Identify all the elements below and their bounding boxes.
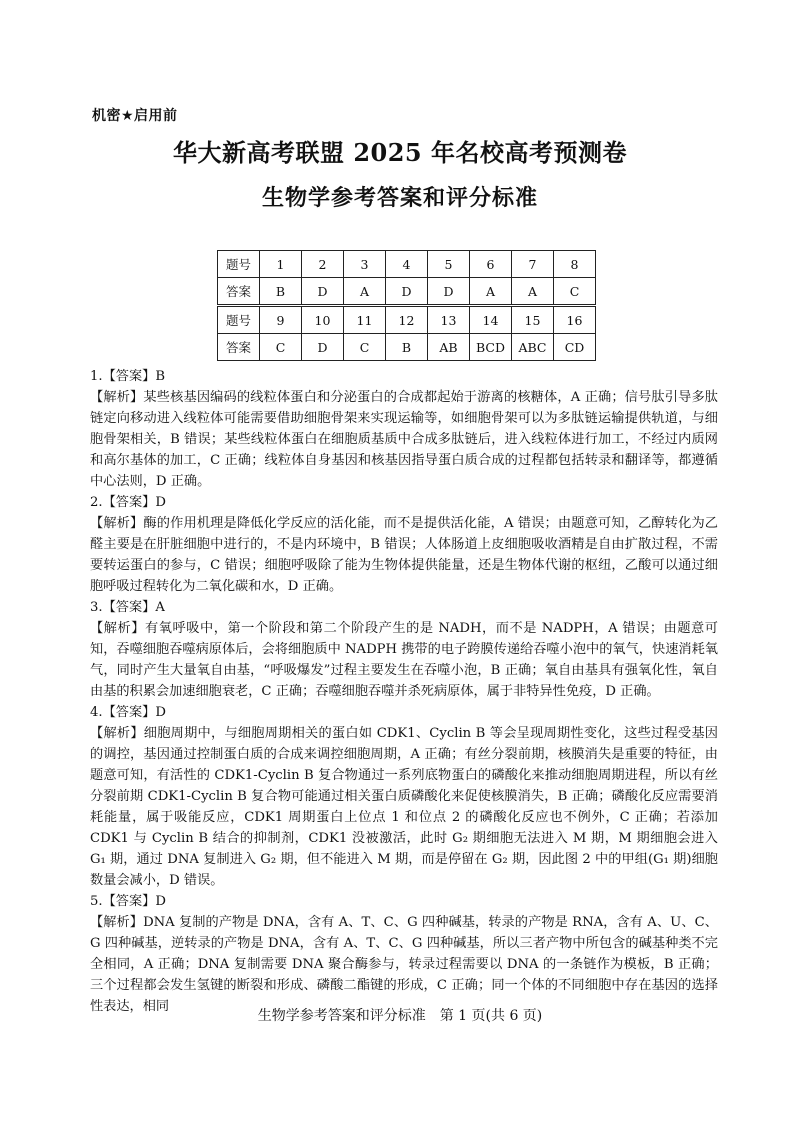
page-subtitle: 生物学参考答案和评分标准 (261, 186, 538, 211)
page-title: 华大新高考联盟 2025 年名校高考预测卷 (172, 138, 627, 167)
table-cell: 12 (386, 306, 428, 334)
table-cell: 答案 (218, 278, 260, 306)
table-cell: 答案 (218, 334, 260, 361)
table-cell: 11 (344, 306, 386, 334)
table-cell: D (386, 278, 428, 306)
table-cell: D (428, 278, 470, 306)
table-cell: CD (554, 334, 596, 361)
page-footer: 生物学参考答案和评分标准 第 1 页(共 6 页) (257, 1008, 543, 1024)
table-cell: 7 (512, 251, 554, 278)
table-cell: 9 (260, 306, 302, 334)
table-cell: AB (428, 334, 470, 361)
table-cell: ABC (512, 334, 554, 361)
table-cell: 题号 (218, 306, 260, 334)
table-cell: A (512, 278, 554, 306)
table-cell: B (386, 334, 428, 361)
table-cell: D (302, 334, 344, 361)
table-cell: A (344, 278, 386, 306)
answer-explanations (90, 366, 718, 1017)
table-cell: 2 (302, 251, 344, 278)
table-cell: 15 (512, 306, 554, 334)
answer-line: 5.【答案】D (90, 894, 166, 909)
confidential-label: 机密★启用前 (92, 108, 178, 124)
table-cell: 16 (554, 306, 596, 334)
answer-line: 1.【答案】B (90, 369, 166, 384)
answer-line: 3.【答案】A (90, 600, 165, 615)
answer-table-row (218, 278, 596, 306)
explanation-paragraph: 【解析】有氧呼吸中，第一个阶段和第二个阶段产生的是 NADH，而不是 NADPH，A 错误；由题意可知，吞噬细胞吞噬病原体后，会将细胞质中 NADPH 携带的电子跨膜传递给吞噬小泡中的氧气，快速消耗氧气，同时产生大量氧自由基，“呼吸爆发”过程主要发生在吞噬小泡，B 正确；氧自由基具有强氧化性，氧自由基的积累会加速细胞衰老，C 正确；吞噬细胞吞噬并杀死病原体，属于非特异性免疫，D 正确。 (90, 621, 718, 699)
answer-table-row (218, 251, 596, 278)
answer-table (217, 250, 596, 361)
table-cell: 13 (428, 306, 470, 334)
answer-line: 4.【答案】D (90, 705, 166, 720)
explanation-paragraph: 【解析】某些核基因编码的线粒体蛋白和分泌蛋白的合成都起始于游离的核糖体，A 正确；信号肽引导多肽链定向移动进入线粒体可能需要借助细胞骨架来实现运输等，如细胞骨架可以为多肽链运输提供轨道，与细胞骨架相关，B 错误；某些线粒体蛋白在细胞质基质中合成多肽链后，进入线粒体进行加工，不经过内质网和高尔基体的加工，C 正确；线粒体自身基因和核基因指导蛋白质合成的过程都包括转录和翻译等，都遵循中心法则，D 正确。 (90, 390, 718, 489)
table-cell: A (470, 278, 512, 306)
answer-line: 2.【答案】D (90, 495, 166, 510)
table-cell: 14 (470, 306, 512, 334)
table-cell: 3 (344, 251, 386, 278)
table-cell: 8 (554, 251, 596, 278)
table-cell: 题号 (218, 251, 260, 278)
table-cell: C (344, 334, 386, 361)
explanation-paragraph: 【解析】酶的作用机理是降低化学反应的活化能，而不是提供活化能，A 错误；由题意可知，乙醇转化为乙醛主要是在肝脏细胞中进行的，不是内环境中，B 错误；人体肠道上皮细胞吸收酒精是自由扩散过程，不需要转运蛋白的参与，C 错误；细胞呼吸除了能为生物体提供能量，还是生物体代谢的枢纽，乙酸可以通过细胞呼吸过程转化为二氧化碳和水，D 正确。 (90, 516, 718, 594)
table-cell: D (302, 278, 344, 306)
explanation-paragraph: 【解析】DNA 复制的产物是 DNA，含有 A、T、C、G 四种碱基，转录的产物是 RNA，含有 A、U、C、G 四种碱基，逆转录的产物是 DNA，含有 A、T、C、G 四种碱基，所以三者产物中所包含的碱基种类不完全相同，A 正确；DNA 复制需要 DNA 聚合酶参与，转录过程需要以 DNA 的一条链作为模板，B 正确；三个过程都会发生氢键的断裂和形成、磷酸二酯键的形成，C 正确；同一个体的不同细胞中存在基因的选择性表达，相同 (90, 915, 718, 1014)
table-cell: C (260, 334, 302, 361)
table-cell: 5 (428, 251, 470, 278)
answer-table-row (218, 306, 596, 334)
table-cell: 6 (470, 251, 512, 278)
table-cell: 10 (302, 306, 344, 334)
table-cell: C (554, 278, 596, 306)
table-cell: 4 (386, 251, 428, 278)
table-cell: B (260, 278, 302, 306)
table-cell: BCD (470, 334, 512, 361)
table-cell: 1 (260, 251, 302, 278)
answer-table-row (218, 334, 596, 361)
explanation-paragraph: 【解析】细胞周期中，与细胞周期相关的蛋白如 CDK1、Cyclin B 等会呈现周期性变化，这些过程受基因的调控，基因通过控制蛋白质的合成来调控细胞周期，A 正确；有丝分裂前期，核膜消失是重要的特征，由题意可知，有活性的 CDK1-Cyclin B 复合物通过一系列底物蛋白的磷酸化来推动细胞周期进程，所以有丝分裂前期 CDK1-Cyclin B 复合物可能通过相关蛋白质磷酸化来促使核膜消失，B 正确；磷酸化反应需要消耗能量，属于吸能反应，CDK1 周期蛋白上位点 1 和位点 2 的磷酸化反应也不例外，C 正确；若添加 CDK1 与 Cyclin B 结合的抑制剂，CDK1 没被激活，此时 G₂ 期细胞无法进入 M 期，M 期细胞会进入 G₁ 期，通过 DNA 复制进入 G₂ 期，但不能进入 M 期，而是停留在 G₂ 期，因此图 2 中的甲组(G₁ 期)细胞数量会减小，D 错误。 (90, 726, 718, 888)
